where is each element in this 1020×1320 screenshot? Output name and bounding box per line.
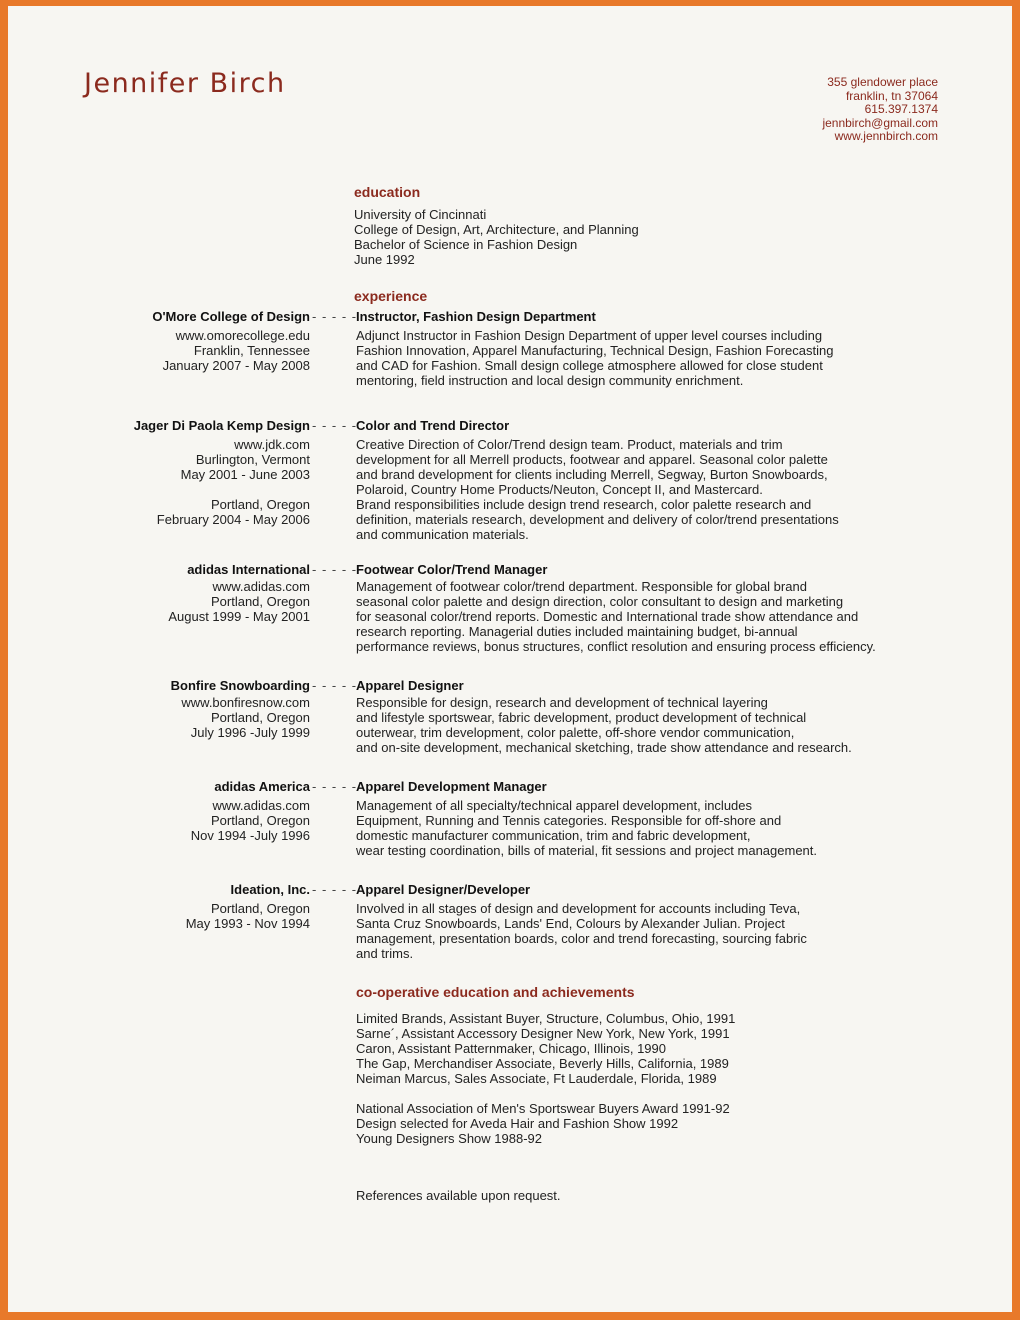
job-description-line: domestic manufacturer communication, trim and fabric development, bbox=[356, 828, 751, 843]
job-company: adidas America bbox=[214, 779, 310, 794]
education-details bbox=[354, 207, 639, 267]
job-detail: Nov 1994 -July 1996 bbox=[190, 828, 310, 843]
job-company-block bbox=[134, 418, 310, 527]
job-description-line: Management of footwear color/trend department. Responsible for global brand bbox=[356, 579, 807, 594]
dash-separator: - - - - - bbox=[312, 562, 358, 577]
job-description-line: definition, materials research, development and delivery of color/trend presentations bbox=[356, 512, 839, 527]
job-description-line: development for all Merrell products, footwear and apparel. Seasonal color palette bbox=[356, 452, 828, 467]
job-title: Apparel Designer/Developer bbox=[356, 882, 531, 897]
job-detail: Portland, Oregon bbox=[210, 813, 310, 828]
education-heading: education bbox=[354, 184, 421, 200]
job-description-line: Santa Cruz Snowboards, Lands' End, Colours by Alexander Julian. Project bbox=[356, 916, 785, 931]
job-role-block bbox=[356, 562, 876, 654]
candidate-name: Jennifer Birch bbox=[84, 68, 286, 99]
job-description-line: for seasonal color/trend reports. Domestic and International trade show attendance and bbox=[356, 609, 859, 624]
job-title: Footwear Color/Trend Manager bbox=[356, 562, 548, 577]
job-detail: January 2007 - May 2008 bbox=[162, 358, 310, 373]
job-description-line: seasonal color palette and design direction, color consultant to design and marketing bbox=[356, 594, 844, 609]
job-description-line: and trims. bbox=[356, 946, 414, 961]
job-description-line: Creative Direction of Color/Trend design team. Product, materials and trim bbox=[356, 437, 783, 452]
job-title: Color and Trend Director bbox=[356, 418, 510, 433]
coop-heading: co-operative education and achievements bbox=[356, 984, 635, 1000]
job-description-line: research reporting. Managerial duties included maintaining budget, bi-annual bbox=[356, 624, 798, 639]
job-description-line: and lifestyle sportswear, fabric development, product development of technical bbox=[356, 710, 807, 725]
job-detail: www.omorecollege.edu bbox=[175, 328, 310, 343]
job-company-block bbox=[171, 678, 310, 740]
job-detail: Portland, Oregon bbox=[210, 497, 310, 512]
job-description-line: and brand development for clients including Merrell, Segway, Burton Snowboards, bbox=[356, 467, 828, 482]
references-note bbox=[356, 1188, 561, 1203]
education-line: June 1992 bbox=[354, 252, 415, 267]
dash-separator: - - - - - bbox=[312, 418, 358, 433]
job-description-line: Brand responsibilities include design trend research, color palette research and bbox=[356, 497, 812, 512]
job-detail: www.bonfiresnow.com bbox=[181, 695, 310, 710]
coop-line: Sarne´, Assistant Accessory Designer New York, New York, 1991 bbox=[356, 1026, 730, 1041]
job-company: O'More College of Design bbox=[152, 309, 310, 324]
job-description-line: management, presentation boards, color and trend forecasting, sourcing fabric bbox=[356, 931, 807, 946]
job-role-block bbox=[356, 309, 833, 388]
job-detail: www.adidas.com bbox=[212, 579, 310, 594]
award-line: Young Designers Show 1988-92 bbox=[356, 1131, 542, 1146]
dash-separator: - - - - - bbox=[312, 779, 358, 794]
job-description-line: Fashion Innovation, Apparel Manufacturing, Technical Design, Fashion Forecasting bbox=[356, 343, 834, 358]
job-title: Apparel Development Manager bbox=[356, 779, 547, 794]
job-detail: May 2001 - June 2003 bbox=[180, 467, 310, 482]
resume-page bbox=[8, 6, 1012, 1312]
job-description-line: Management of all specialty/technical apparel development, includes bbox=[356, 798, 753, 813]
experience-heading: experience bbox=[354, 288, 428, 304]
job-description-line: wear testing coordination, bills of material, fit sessions and project management. bbox=[356, 843, 818, 858]
job-detail: February 2004 - May 2006 bbox=[156, 512, 310, 527]
job-role-block bbox=[356, 678, 852, 755]
job-title: Apparel Designer bbox=[356, 678, 464, 693]
job-company-block bbox=[168, 562, 310, 624]
job-description-line: Polaroid, Country Home Products/Neuton, Concept II, and Mastercard. bbox=[356, 482, 763, 497]
dash-separator: - - - - - bbox=[312, 882, 358, 897]
job-role-block bbox=[356, 418, 839, 542]
job-role-block bbox=[356, 882, 807, 961]
contact-info bbox=[822, 76, 938, 144]
job-detail: www.jdk.com bbox=[234, 437, 310, 452]
job-detail: May 1993 - Nov 1994 bbox=[185, 916, 310, 931]
job-description-line: Equipment, Running and Tennis categories. Responsible for off-shore and bbox=[356, 813, 782, 828]
coop-line: Caron, Assistant Patternmaker, Chicago, Illinois, 1990 bbox=[356, 1041, 666, 1056]
job-detail: July 1996 -July 1999 bbox=[190, 725, 310, 740]
contact-city: franklin, tn 37064 bbox=[845, 88, 938, 103]
job-company: Jager Di Paola Kemp Design bbox=[133, 418, 310, 433]
contact-address: 355 glendower place bbox=[827, 75, 938, 89]
job-description-line: mentoring, field instruction and local design community enrichment. bbox=[356, 373, 744, 388]
job-company-block bbox=[191, 779, 310, 843]
job-description-line: Adjunct Instructor in Fashion Design Department of upper level courses including bbox=[356, 328, 823, 343]
coop-line: The Gap, Merchandiser Associate, Beverly Hills, California, 1989 bbox=[356, 1056, 729, 1071]
job-detail: Portland, Oregon bbox=[210, 710, 310, 725]
job-description-line: and CAD for Fashion. Small design college atmosphere allowed for close student bbox=[356, 358, 823, 373]
job-description-line: Responsible for design, research and development of technical layering bbox=[356, 695, 768, 710]
job-detail: Franklin, Tennessee bbox=[193, 343, 310, 358]
coop-list bbox=[356, 1011, 735, 1146]
job-company: adidas International bbox=[187, 562, 310, 577]
dash-separator: - - - - - bbox=[312, 678, 358, 693]
job-detail: Portland, Oregon bbox=[210, 901, 310, 916]
contact-website: www.jennbirch.com bbox=[834, 129, 938, 144]
job-detail: Burlington, Vermont bbox=[195, 452, 310, 467]
education-line: Bachelor of Science in Fashion Design bbox=[354, 237, 578, 252]
job-company-block bbox=[186, 882, 310, 931]
job-description-line: outerwear, trim development, color palette, off-shore vendor communication, bbox=[356, 725, 795, 740]
contact-email: jennbirch@gmail.com bbox=[822, 115, 938, 130]
job-role-block bbox=[356, 779, 817, 858]
education-line: University of Cincinnati bbox=[354, 207, 487, 222]
references-text: References available upon request. bbox=[356, 1188, 561, 1203]
coop-line: Limited Brands, Assistant Buyer, Structure, Columbus, Ohio, 1991 bbox=[356, 1011, 736, 1026]
award-line: Design selected for Aveda Hair and Fashion Show 1992 bbox=[356, 1116, 679, 1131]
job-title: Instructor, Fashion Design Department bbox=[356, 309, 596, 324]
job-description-line: and communication materials. bbox=[356, 527, 529, 542]
job-detail: Portland, Oregon bbox=[210, 594, 310, 609]
job-company: Ideation, Inc. bbox=[230, 882, 310, 897]
award-line: National Association of Men's Sportswear Buyers Award 1991-92 bbox=[356, 1101, 730, 1116]
job-company: Bonfire Snowboarding bbox=[170, 678, 310, 693]
education-line: College of Design, Art, Architecture, and Planning bbox=[354, 222, 639, 237]
job-detail: August 1999 - May 2001 bbox=[168, 609, 310, 624]
job-description-line: Involved in all stages of design and development for accounts including Teva, bbox=[356, 901, 801, 916]
coop-line: Neiman Marcus, Sales Associate, Ft Lauderdale, Florida, 1989 bbox=[356, 1071, 717, 1086]
job-description-line: performance reviews, bonus structures, conflict resolution and ensuring process efficiency. bbox=[356, 639, 876, 654]
job-detail: www.adidas.com bbox=[212, 798, 310, 813]
job-company-block bbox=[152, 309, 310, 373]
dash-separator: - - - - - bbox=[312, 309, 358, 324]
contact-phone: 615.397.1374 bbox=[864, 102, 938, 117]
job-description-line: and on-site development, mechanical sketching, trade show attendance and research. bbox=[356, 740, 852, 755]
